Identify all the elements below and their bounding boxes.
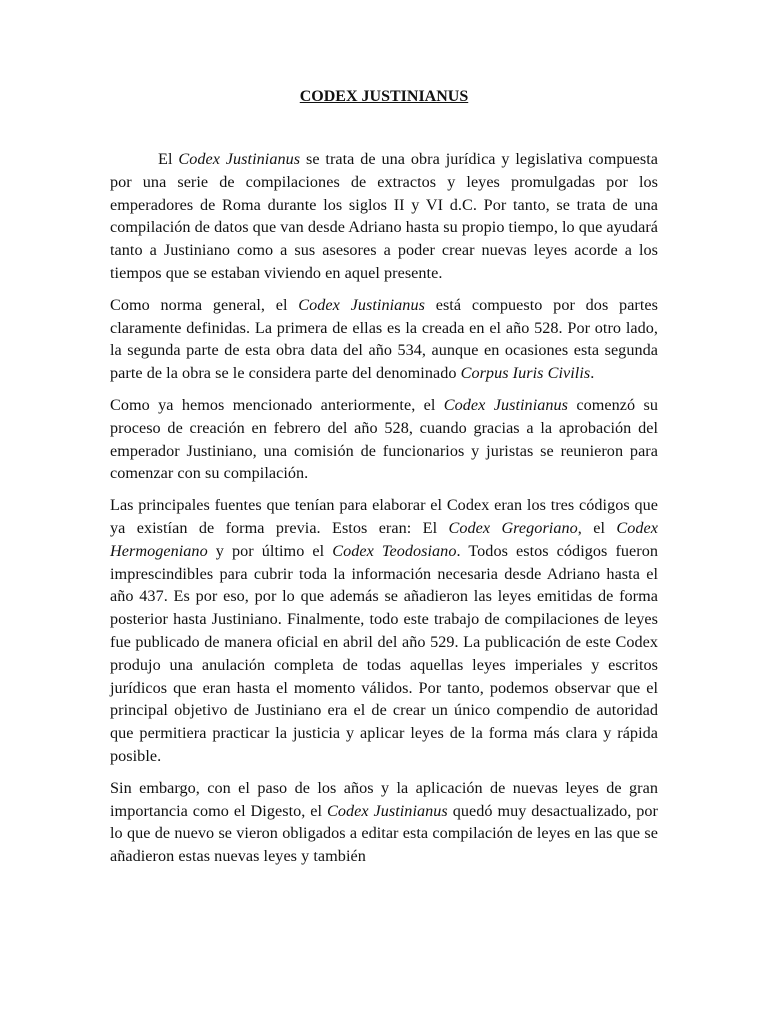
text-run: . — [590, 364, 595, 383]
italic-term: Codex Justinianus — [443, 395, 569, 414]
text-run: . Todos estos códigos fueron imprescindibles para cubrir toda la información necesaria desde Adriano hasta el año 437. Es por eso, por lo que además se añadieron las leyes emitidas de forma posterior hasta Justiniano. Finalmente, todo este trabajo de compilaciones de leyes fue publicado de manera oficial en abril del año 529. La publicación de este Codex produjo una anulación completa de todas aquellas leyes imperiales y escritos jurídicos que eran hasta el momento válidos. Por tanto, podemos observar que el principal objetivo de Justiniano era el de crear un único compendio de autoridad que permitiera practicar la justicia y aplicar leyes de la forma más clara y rápida posible. — [110, 541, 658, 765]
text-run: El — [158, 150, 179, 168]
text-run: está compuesto por dos partes claramente definidas. La primera de ellas es la creada en el año 528. Por otro lado, la segunda parte de esta obra data del año 534, aunque en ocasiones esta segunda parte de la obra se le considera parte del denominado — [110, 295, 659, 383]
paragraph — [110, 777, 658, 868]
text-run: Como ya hemos mencionado anteriormente, el — [110, 395, 444, 414]
italic-term: Codex Justinianus — [298, 295, 425, 314]
paragraph — [110, 394, 658, 485]
text-run: Las principales fuentes que tenían para elaborar el Codex eran los tres códigos que ya existían de forma previa. Estos eran: El — [110, 496, 658, 537]
italic-term: Codex Gregoriano — [448, 518, 578, 537]
text-run: comenzó su proceso de creación en febrero del año 528, cuando gracias a la aprobación del emperador Justiniano, una comisión de funcionarios y juristas se reunieron para comenzar con su compilación. — [110, 395, 658, 483]
paragraph — [110, 148, 658, 285]
italic-term: Corpus Iuris Civilis — [460, 364, 591, 383]
italic-term: Codex Justinianus — [178, 150, 301, 168]
document-title: CODEX JUSTINIANUS — [299, 88, 469, 105]
text-run: Como norma general, el — [110, 295, 299, 314]
text-run: quedó muy desactualizado, por lo que de nuevo se vieron obligados a editar esta compilación de leyes en las que se añadieron estas nuevas leyes y también — [110, 801, 658, 866]
text-run: se trata de una obra jurídica y legislativa compuesta por una serie de compilaciones de extractos y leyes promulgadas por los emperadores de Roma durante los siglos II y VI d.C. Por tanto, se trata de una compilación de datos que van desde Adriano hasta su propio tiempo, lo que ayudará tanto a Justiniano como a sus asesores a poder crear nuevas leyes acorde a los tiempos que se estaban viviendo en aquel presente. — [110, 150, 658, 282]
paragraph — [110, 294, 658, 385]
paragraph — [110, 494, 658, 768]
text-run: Sin embargo, con el paso de los años y la aplicación de nuevas leyes de gran importancia como el Digesto, el — [110, 778, 658, 820]
text-run: , el — [577, 518, 617, 537]
document-body — [110, 148, 658, 868]
italic-term: Codex Teodosiano — [332, 541, 457, 560]
italic-term: Codex Hermogeniano — [110, 518, 658, 560]
text-run: y por último el — [207, 541, 333, 560]
italic-term: Codex Justinianus — [326, 801, 448, 820]
